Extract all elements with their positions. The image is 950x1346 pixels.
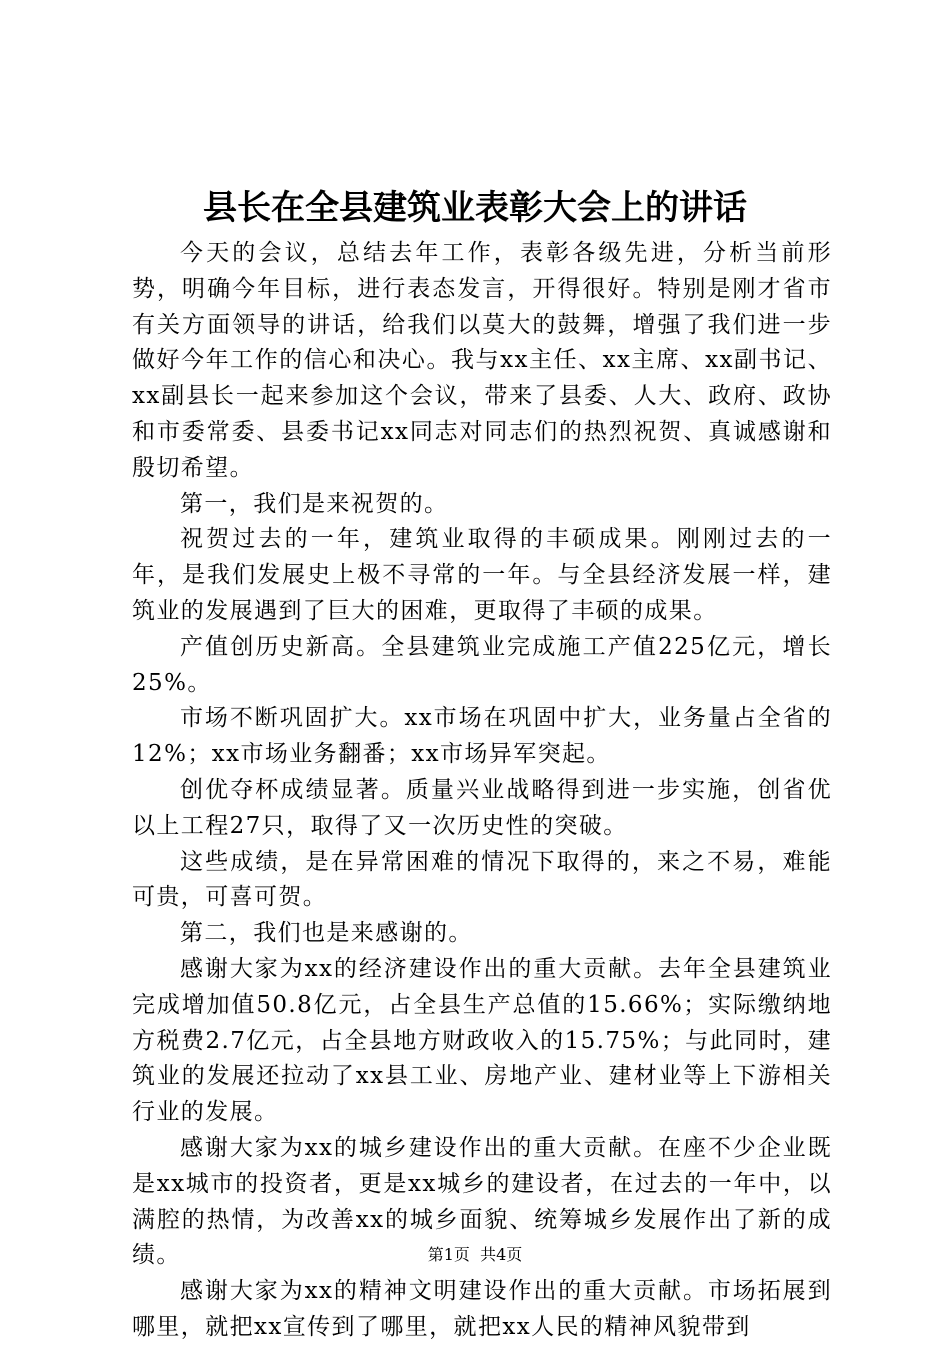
paragraph: 感谢大家为xx的精神文明建设作出的重大贡献。市场拓展到哪里，就把xx宣传到了哪里，就把xx人民的精神风貌带到: [132, 1278, 832, 1340]
page-footer: [0, 1244, 950, 1266]
paragraph: 这些成绩，是在异常困难的情况下取得的，来之不易，难能可贵，可喜可贺。: [132, 848, 832, 911]
document-body: [132, 236, 832, 1346]
paragraph: 产值创历史新高。全县建筑业完成施工产值225亿元，增长25%。: [132, 633, 832, 696]
paragraph: 市场不断巩固扩大。xx市场在巩固中扩大，业务量占全省的12%；xx市场业务翻番；xx市场异军突起。: [132, 705, 832, 768]
page-number: 第1页 共4页: [427, 1245, 523, 1264]
section-heading: 第二，我们也是来感谢的。: [180, 920, 473, 947]
paragraph: 祝贺过去的一年，建筑业取得的丰硕成果。刚刚过去的一年，是我们发展史上极不寻常的一年。与全县经济发展一样，建筑业的发展遇到了巨大的困难，更取得了丰硕的成果。: [132, 526, 832, 624]
section-heading: 第一，我们是来祝贺的。: [180, 490, 449, 517]
document-title: 县长在全县建筑业表彰大会上的讲话: [203, 188, 747, 228]
paragraph: 创优夺杯成绩显著。质量兴业战略得到进一步实施，创省优以上工程27只，取得了又一次历史性的突破。: [132, 776, 832, 839]
paragraph: 今天的会议，总结去年工作，表彰各级先进，分析当前形势，明确今年目标，进行表态发言，开得很好。特别是刚才省市有关方面领导的讲话，给我们以莫大的鼓舞，增强了我们进一步做好今年工作的信心和决心。我与xx主任、xx主席、xx副书记、xx副县长一起来参加这个会议，带来了县委、人大、政府、政协和市委常委、县委书记xx同志对同志们的热烈祝贺、真诚感谢和殷切希望。: [132, 240, 832, 481]
paragraph: 感谢大家为xx的城乡建设作出的重大贡献。在座不少企业既是xx城市的投资者，更是xx城乡的建设者，在过去的一年中，以满腔的热情，为改善xx的城乡面貌、统筹城乡发展作出了新的成绩。: [132, 1134, 832, 1269]
paragraph: 感谢大家为xx的经济建设作出的重大贡献。去年全县建筑业完成增加值50.8亿元，占全县生产总值的15.66%；实际缴纳地方税费2.7亿元，占全县地方财政收入的15.75%；与此同时，建筑业的发展还拉动了xx县工业、房地产业、建材业等上下游相关行业的发展。: [132, 955, 832, 1126]
